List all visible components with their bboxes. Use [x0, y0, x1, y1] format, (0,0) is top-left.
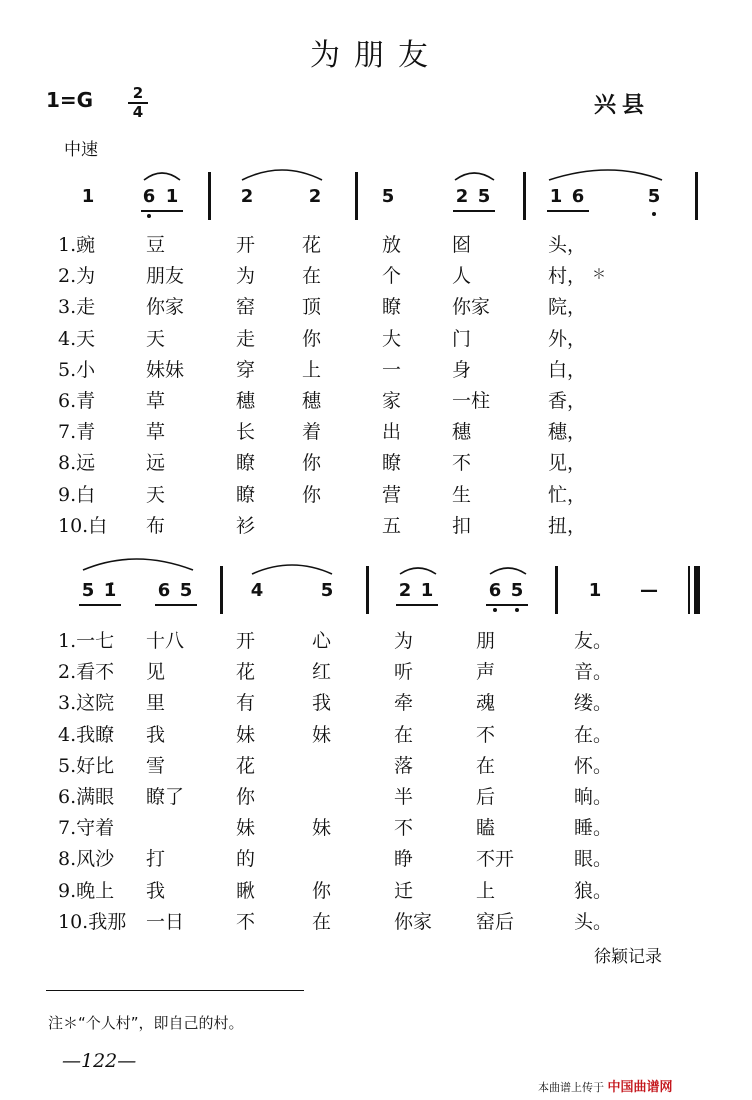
- lyric-cell: 一柱: [452, 390, 491, 412]
- lyric-cell: 牵: [394, 692, 414, 715]
- lyric-cell: 一日: [146, 910, 185, 933]
- lyric-cell: 开: [236, 234, 256, 256]
- lyric-cell: 妹妹: [146, 358, 185, 381]
- lyric-cell: 7.青: [58, 421, 96, 444]
- lyric-cell: 3.这院: [58, 692, 115, 715]
- lyric-cell: 1.一七: [58, 630, 115, 652]
- lyric-cell: 6.满眼: [58, 786, 115, 808]
- lyric-cell: 我: [146, 879, 166, 902]
- note: 1: [588, 580, 602, 601]
- lyric-cell: 睁: [394, 848, 414, 871]
- lyric-cell: 瞭: [236, 452, 256, 475]
- lyric-cell: 营: [382, 483, 402, 506]
- lyric-cell: 打: [146, 848, 166, 871]
- lyric-cell: 远: [146, 452, 166, 475]
- note: 2: [455, 186, 469, 207]
- lyric-cell: 出: [382, 421, 402, 444]
- note: 6: [142, 186, 156, 207]
- lyric-cell: 外，: [548, 327, 587, 350]
- note: 5: [381, 186, 395, 207]
- upload-credit-text: 本曲谱上传于: [538, 1081, 604, 1094]
- lyric-cell: 心: [312, 630, 332, 652]
- slur: [242, 170, 322, 180]
- lyric-cell: 5.好比: [58, 754, 115, 777]
- note: 1̇: [103, 580, 117, 601]
- lyric-cell: 听: [394, 661, 414, 684]
- lyric-cell: 里: [146, 692, 166, 715]
- lyric-cell: 上: [302, 358, 322, 381]
- lyric-cell: 放: [382, 234, 402, 256]
- lyric-cell: 10.我那: [58, 910, 127, 933]
- lyric-cell: 人: [452, 265, 472, 288]
- lyric-cell: 后: [476, 786, 496, 808]
- lyric-cell: 怀。: [574, 754, 613, 777]
- lyric-cell: 你: [302, 452, 322, 475]
- lyric-cell: 衫: [236, 514, 256, 537]
- lyric-cell: 瞭: [236, 483, 256, 506]
- lyric-cell: 门: [452, 327, 472, 350]
- lyric-cell: 草: [146, 421, 166, 444]
- lyric-cell: 4.天: [58, 327, 96, 350]
- lyric-cell: 晌。: [574, 786, 613, 808]
- lyric-cell: 见: [146, 661, 166, 684]
- lyric-cell: 我: [146, 723, 166, 746]
- footnote: 注＊“个人村”，即自己的村。: [48, 1014, 244, 1032]
- lyric-cell: 我: [312, 692, 332, 715]
- lyric-cell: 在: [394, 723, 414, 746]
- lyric-cell: 花: [236, 754, 256, 777]
- region-label: 兴县: [594, 92, 651, 118]
- lyric-cell: 花: [302, 234, 322, 256]
- lyric-cell: 大: [382, 327, 402, 350]
- footnote-marker: ＊: [592, 267, 606, 283]
- lyric-cell: 狼。: [574, 879, 613, 902]
- slur: [490, 568, 526, 574]
- note: 6: [488, 580, 502, 601]
- note: 5: [647, 186, 661, 207]
- dash-extension: —: [640, 580, 658, 601]
- note: 6: [157, 580, 171, 601]
- lyric-cell: 开: [236, 630, 256, 652]
- lyric-cell: 穗: [236, 390, 256, 412]
- lyric-cell: 不: [452, 452, 472, 475]
- upload-credit: [538, 1076, 673, 1095]
- lyric-cell: 走: [236, 327, 256, 350]
- lyric-cell: 为: [394, 630, 414, 652]
- lyric-cell: 的: [236, 848, 256, 871]
- lyric-cell: 你: [236, 786, 256, 808]
- slur: [455, 173, 494, 180]
- lyric-cell: 4.我瞭: [58, 723, 115, 746]
- lyric-cell: 妹: [236, 723, 256, 746]
- slur: [400, 568, 436, 574]
- lyric-cell: 忙，: [548, 483, 587, 506]
- lyric-cell: 草: [146, 390, 166, 412]
- lyric-cell: 1.豌: [58, 234, 96, 256]
- note: 2: [398, 580, 412, 601]
- lyric-cell: 朋友: [146, 265, 185, 288]
- lyric-cell: 头。: [574, 910, 613, 933]
- lyric-cell: 睡。: [574, 817, 613, 840]
- lyric-cell: 见，: [548, 452, 587, 475]
- slur: [144, 173, 180, 180]
- note: 2: [240, 186, 254, 207]
- lyric-cell: 2.看不: [58, 661, 115, 684]
- note: 1: [81, 186, 95, 207]
- lyric-cell: 家: [382, 390, 402, 412]
- song-title: 为朋友: [310, 38, 442, 73]
- lyric-cell: 妹: [236, 817, 256, 840]
- lyric-cell: 在。: [574, 723, 613, 746]
- lyric-cell: 为: [236, 265, 256, 288]
- lyric-cell: 9.白: [58, 483, 96, 506]
- time-signature-bottom: 4: [132, 103, 144, 121]
- lyric-cell: 你: [302, 327, 322, 350]
- lyric-cell: 豆: [146, 234, 166, 256]
- lyric-cell: 你家: [146, 296, 185, 319]
- lyric-cell: 5.小: [58, 358, 96, 381]
- lyric-cell: 在: [312, 910, 332, 933]
- lyric-cell: 音。: [574, 661, 613, 684]
- lyric-cell: 瞭了: [146, 786, 185, 808]
- lyric-cell: 着: [302, 421, 322, 444]
- lyric-cell: 窑: [236, 296, 256, 319]
- lyric-cell: 穗: [452, 421, 472, 444]
- lyric-cell: 2.为: [58, 265, 96, 288]
- note: 4: [250, 580, 264, 601]
- slur: [252, 565, 332, 574]
- lyric-cell: 囵: [452, 234, 472, 256]
- lyric-cell: 缕。: [574, 692, 613, 715]
- lyric-cell: 布: [146, 514, 166, 537]
- lyric-cell: 身: [452, 358, 472, 381]
- lyric-cell: 在: [476, 754, 496, 777]
- lyric-cell: 友。: [574, 630, 613, 652]
- lyric-cell: 窑后: [476, 910, 515, 933]
- lyric-cell: 十八: [146, 630, 185, 652]
- lyric-cell: 8.远: [58, 452, 96, 475]
- lyric-cell: 红: [312, 661, 332, 684]
- lyric-cell: 不: [394, 817, 414, 840]
- lyric-cell: 落: [394, 754, 414, 777]
- lyric-cell: 眼。: [574, 848, 613, 871]
- lyric-cell: 瞌: [476, 817, 496, 840]
- note: 5: [179, 580, 193, 601]
- site-logo-text: 中国曲谱网: [607, 1080, 673, 1095]
- lyric-cell: 个: [382, 265, 402, 288]
- lyric-cell: 3.走: [58, 296, 96, 319]
- tempo-marking: 中速: [64, 140, 98, 160]
- lyric-cell: 天: [146, 483, 166, 506]
- lyric-cell: 生: [452, 483, 472, 506]
- lyric-cell: 不: [236, 910, 256, 933]
- lyric-cell: 7.守着: [58, 817, 115, 840]
- lyric-cell: 一: [382, 358, 402, 381]
- lyric-cell: 有: [236, 692, 256, 715]
- time-signature-top: 2: [132, 84, 144, 102]
- lyric-cell: 魂: [476, 692, 496, 715]
- note: 1: [549, 186, 563, 207]
- note: 5: [81, 580, 95, 601]
- lyric-cell: 雪: [146, 754, 166, 777]
- lyric-cell: 半: [394, 786, 414, 808]
- lyric-cell: 不开: [476, 848, 515, 871]
- lyric-cell: 你家: [452, 296, 491, 319]
- lyric-cell: 天: [146, 327, 166, 350]
- lyric-cell: 9.晚上: [58, 879, 115, 902]
- lyric-cell: 院，: [548, 296, 587, 319]
- note: 2: [308, 186, 322, 207]
- lyric-cell: 穗: [302, 390, 322, 412]
- lyric-cell: 村，: [548, 265, 587, 288]
- page-number: —122—: [62, 1050, 137, 1072]
- slur: [83, 559, 193, 570]
- note: 5: [320, 580, 334, 601]
- key-signature: 1=G: [46, 88, 94, 112]
- lyric-cell: 顶: [302, 296, 322, 319]
- note: 1: [165, 186, 179, 207]
- lyric-cell: 迁: [394, 879, 414, 902]
- lyric-cell: 8.风沙: [58, 848, 115, 871]
- lyric-cell: 10.白: [58, 514, 108, 537]
- note: 5: [510, 580, 524, 601]
- lyric-cell: 你家: [394, 910, 433, 933]
- lyric-cell: 长: [236, 421, 256, 444]
- lyric-cell: 香，: [548, 390, 587, 412]
- lyric-cell: 不: [476, 723, 496, 746]
- lyric-cell: 头，: [548, 234, 587, 256]
- note: 1: [420, 580, 434, 601]
- lyric-cell: 朋: [476, 630, 496, 652]
- lyric-cell: 你: [312, 879, 332, 902]
- lyric-cell: 扣: [452, 514, 472, 537]
- lyric-cell: 声: [476, 661, 496, 684]
- lyric-cell: 五: [382, 514, 402, 537]
- recorder-credit: 徐颖记录: [594, 947, 662, 967]
- lyric-cell: 妹: [312, 723, 332, 746]
- lyric-cell: 瞭: [382, 452, 402, 475]
- lyric-cell: 花: [236, 661, 256, 684]
- note: 5: [477, 186, 491, 207]
- lyric-cell: 扭，: [548, 514, 587, 537]
- lyric-cell: 你: [302, 483, 322, 506]
- lyric-cell: 白，: [548, 358, 587, 381]
- lyric-cell: 6.青: [58, 390, 96, 412]
- lyric-cell: 穿: [236, 358, 256, 381]
- lyric-cell: 瞅: [236, 879, 256, 902]
- lyric-cell: 妹: [312, 817, 332, 840]
- lyric-cell: 穗，: [548, 421, 587, 444]
- lyric-cell: 在: [302, 265, 322, 288]
- slur: [549, 170, 662, 180]
- note: 6: [571, 186, 585, 207]
- lyric-cell: 瞭: [382, 296, 402, 319]
- lyric-cell: 上: [476, 879, 496, 902]
- footnote-divider: [46, 990, 304, 991]
